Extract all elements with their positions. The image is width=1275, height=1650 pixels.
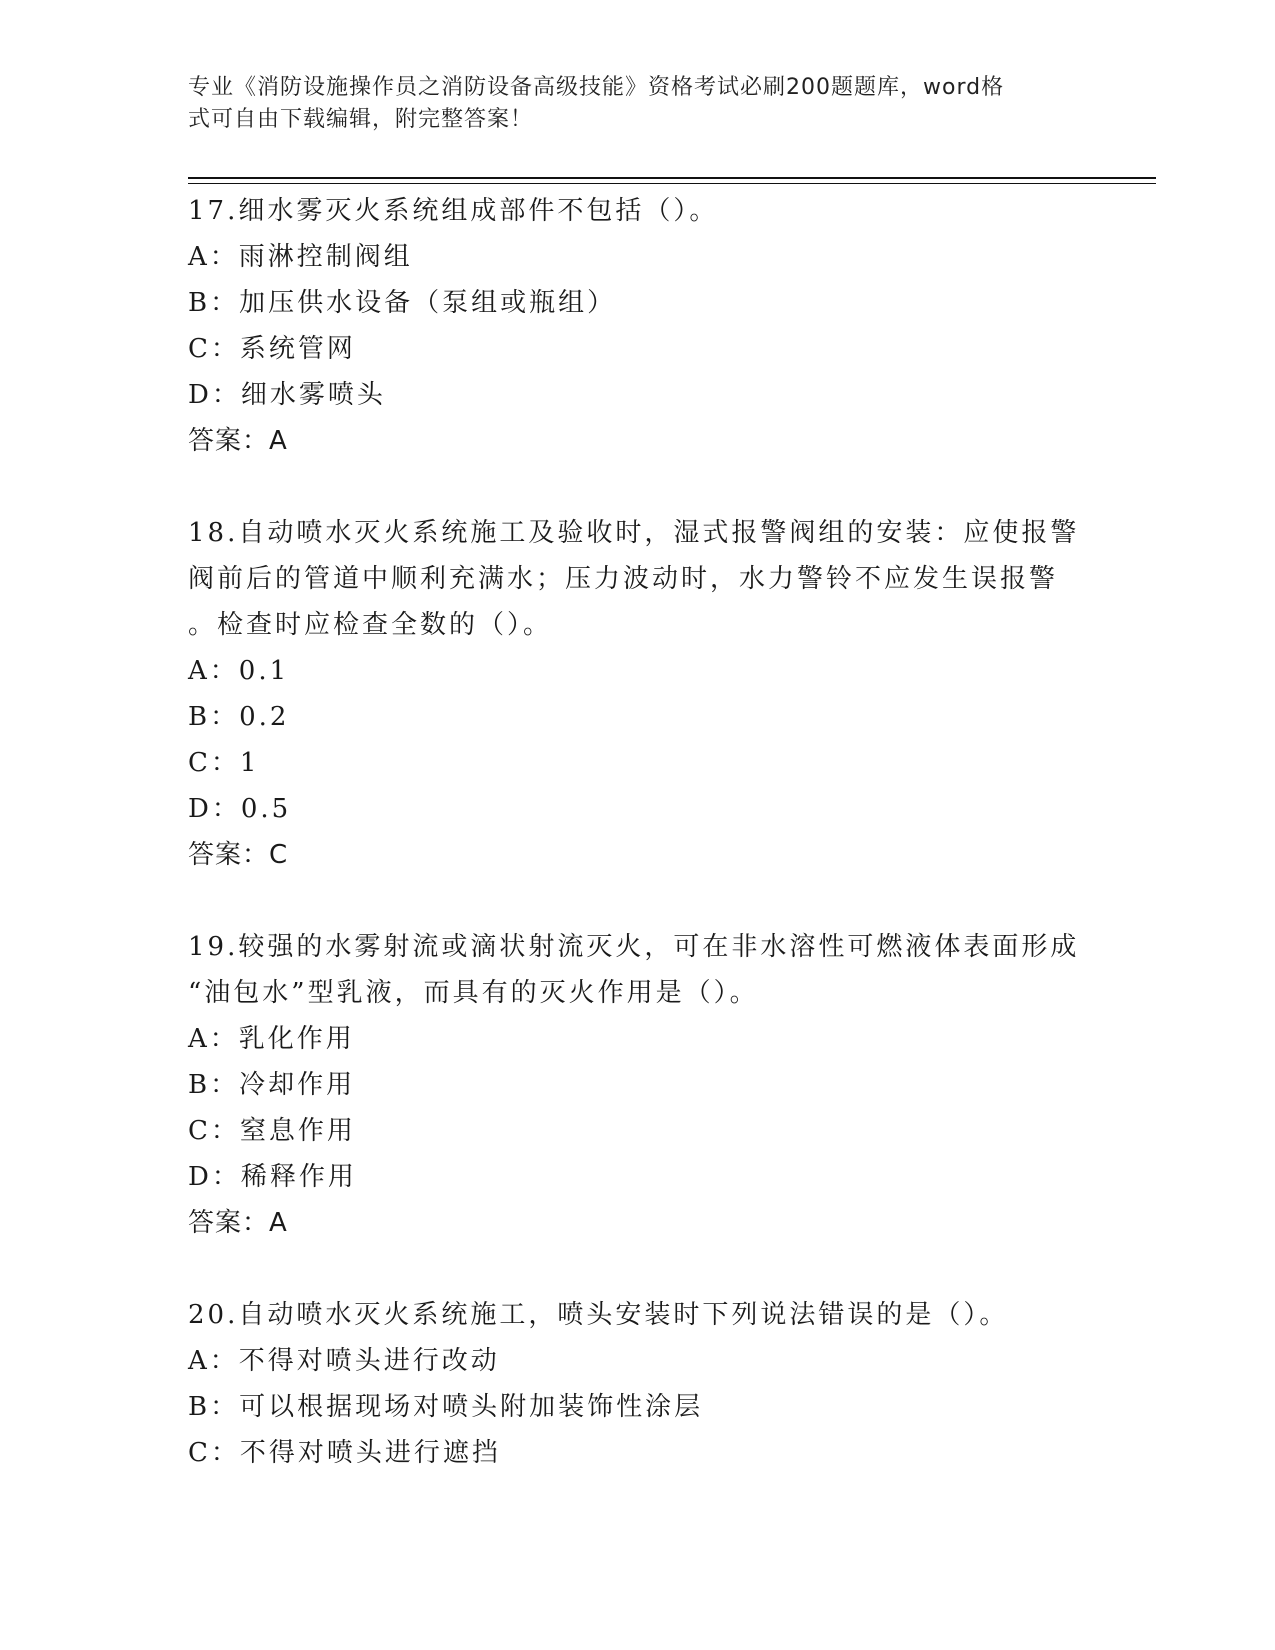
- header-divider-thin: [188, 183, 1156, 184]
- answer: 答案：C: [188, 840, 289, 870]
- option-b: B：0.2: [188, 702, 290, 732]
- option-c: C：1: [188, 748, 260, 778]
- question-19: [188, 924, 1088, 1246]
- question-stem: [188, 188, 1088, 234]
- stem-line: 20.自动喷水灭火系统施工，喷头安装时下列说法错误的是（）。: [188, 1300, 1009, 1330]
- stem-line: 阀前后的管道中顺利充满水；压力波动时，水力警铃不应发生误报警: [188, 564, 1059, 594]
- option-d: D：细水雾喷头: [188, 380, 386, 410]
- question-stem: [188, 1292, 1088, 1338]
- header-line-1: 专业《消防设施操作员之消防设备高级技能》资格考试必刷200题题库，word格: [188, 75, 1005, 100]
- option-b: B：可以根据现场对喷头附加装饰性涂层: [188, 1392, 704, 1422]
- stem-line: 。检查时应检查全数的（）。: [188, 610, 553, 640]
- question-list: [188, 188, 1088, 1522]
- question-stem: [188, 510, 1088, 648]
- header-divider: [188, 177, 1156, 179]
- stem-line: 17.细水雾灭火系统组成部件不包括（）。: [188, 196, 719, 226]
- option-c: C：窒息作用: [188, 1116, 356, 1146]
- question-stem: [188, 924, 1088, 1016]
- option-a: A：雨淋控制阀组: [188, 242, 413, 272]
- header-line-2: 式可自由下载编辑，附完整答案！: [188, 107, 534, 132]
- answer: 答案：A: [188, 426, 288, 456]
- option-a: A：0.1: [188, 656, 290, 686]
- stem-line: “油包水”型乳液，而具有的灭火作用是（）。: [188, 978, 759, 1008]
- option-c: C：不得对喷头进行遮挡: [188, 1438, 501, 1468]
- stem-line: 18.自动喷水灭火系统施工及验收时，湿式报警阀组的安装：应使报警: [188, 518, 1080, 548]
- question-17: [188, 188, 1088, 464]
- option-b: B：加压供水设备（泵组或瓶组）: [188, 288, 617, 318]
- answer: 答案：A: [188, 1208, 288, 1238]
- question-20: [188, 1292, 1088, 1476]
- option-a: A：不得对喷头进行改动: [188, 1346, 500, 1376]
- option-b: B：冷却作用: [188, 1070, 356, 1100]
- question-18: [188, 510, 1088, 878]
- option-c: C：系统管网: [188, 334, 356, 364]
- option-d: D：稀释作用: [188, 1162, 357, 1192]
- option-d: D：0.5: [188, 794, 292, 824]
- stem-line: 19.较强的水雾射流或滴状射流灭火，可在非水溶性可燃液体表面形成: [188, 932, 1080, 962]
- document-header: [188, 72, 1068, 136]
- option-a: A：乳化作用: [188, 1024, 355, 1054]
